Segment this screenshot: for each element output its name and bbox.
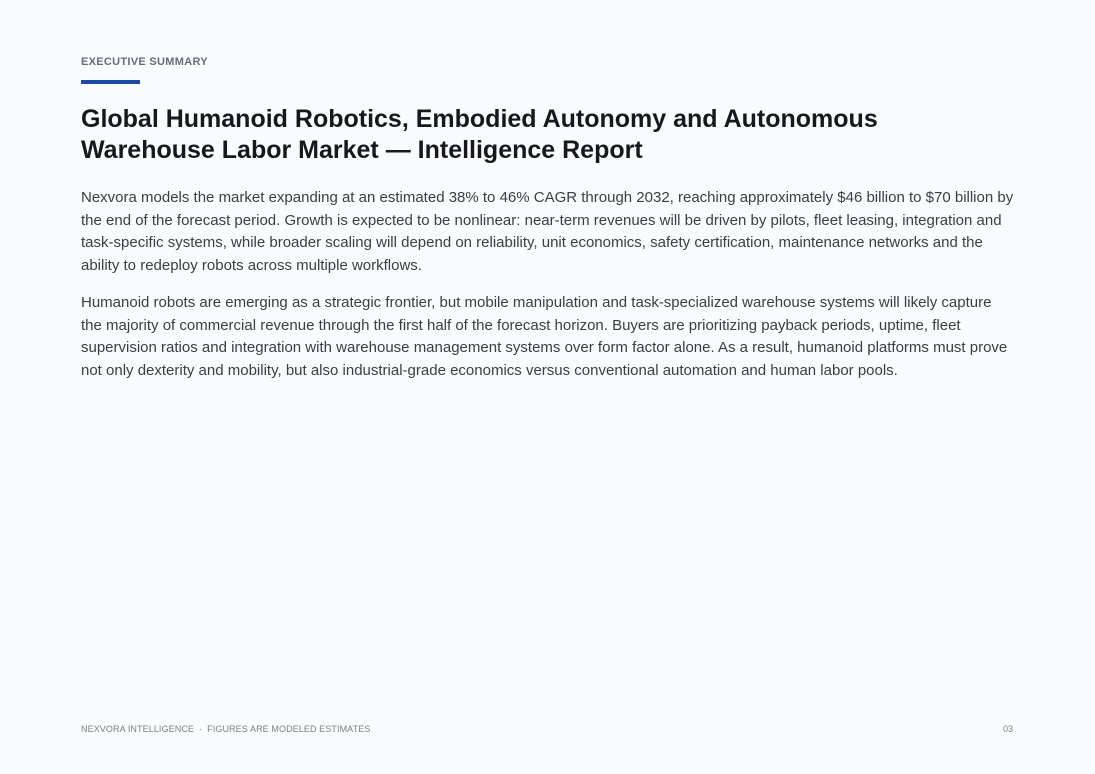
footer-brand: NEXVORA INTELLIGENCE bbox=[81, 724, 195, 734]
section-eyebrow: EXECUTIVE SUMMARY bbox=[81, 56, 208, 68]
accent-bar bbox=[81, 80, 140, 84]
page-number: 03 bbox=[1002, 724, 1013, 734]
footer-note: FIGURES ARE MODELED ESTIMATES bbox=[207, 724, 371, 734]
summary-paragraph-1: Nexvora models the market expanding at an estimated 38% to 46% CAGR through 2032, reaching approximately $46 billion to $70 billion by the end of the forecast period. Growth is expected to be nonlinear: near-term revenues will be driven by pilots, fleet leasing, integration and task-specific systems, while broader scaling will depend on reliability, unit economics, safety certification, maintenance networks and the ability to redeploy robots across multiple workflows. bbox=[81, 189, 1014, 275]
footer-left bbox=[81, 724, 370, 734]
report-page bbox=[81, 0, 1015, 774]
footer-separator: · bbox=[199, 724, 203, 734]
summary-paragraph-2: Humanoid robots are emerging as a strategic frontier, but mobile manipulation and task-specialized warehouse systems will likely capture the majority of commercial revenue through the first half of the forecast horizon. Buyers are prioritizing payback periods, uptime, fleet supervision ratios and integration with warehouse management systems over form factor alone. As a result, humanoid platforms must prove not only dexterity and mobility, but also industrial-grade economics versus conventional automation and human labor pools. bbox=[81, 294, 1008, 380]
page-title: Global Humanoid Robotics, Embodied Autonomy and Autonomous Warehouse Labor Market — Intelligence Report bbox=[81, 105, 878, 164]
